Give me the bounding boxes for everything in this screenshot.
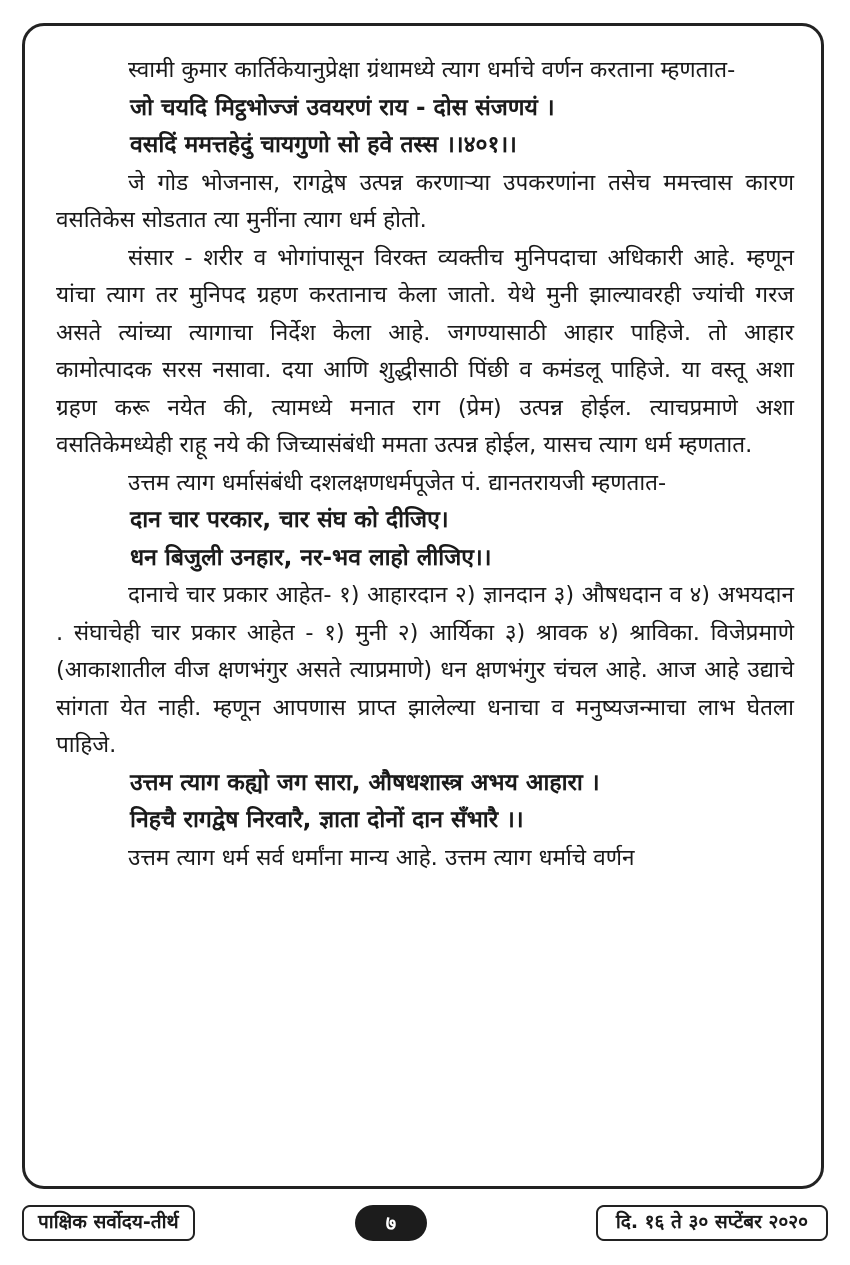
paragraph-closing: उत्तम त्याग धर्म सर्व धर्मांना मान्य आहे. उत्तम त्याग धर्माचे वर्णन — [128, 844, 635, 871]
paragraph-intro: स्वामी कुमार कार्तिकेयानुप्रेक्षा ग्रंथामध्ये त्याग धर्माचे वर्णन करताना म्हणतात- — [128, 57, 736, 83]
verse-3-line-2: निहचै रागद्वेष निरवारै, ज्ञाता दोनों दान सँभारै ।। — [130, 807, 524, 833]
verse-1-line-1: जो चयदि मिट्ठभोज्जं उवयरणं राय - दोस संजणयं । — [130, 94, 555, 121]
paragraph-renunciation: संसार - शरीर व भोगांपासून विरक्त व्यक्तीच मुनिपदाचा अधिकारी आहे. म्हणून यांचा त्याग तर मुनिपद ग्रहण करतानाच केला जातो. येथे मुनी झाल्यावरही ज्यांची गरज असते त्यांच्या त्यागाचा निर्देश केला आहे. जगण्यासाठी आहार पाहिजे. तो आहार कामोत्पादक सरस नसावा. दया आणि शुद्धीसाठी पिंछी व कमंडलू पाहिजे. या वस्तू अशा ग्रहण करू नयेत की, त्यामध्ये मनात राग (प्रेम) उत्पन्न होईल. त्याचप्रमाणे अशा वसतिकेमध्येही राहू नये की जिच्यासंबंधी ममता उत्पन्न होईल, यासच त्याग धर्म म्हणतात. — [56, 244, 794, 458]
paragraph-types-of-charity: दानाचे चार प्रकार आहेत- १) आहारदान २) ज्ञानदान ३) औषधदान व ४) अभयदान . संघाचेही चार प्रकार आहेत - १) मुनी २) आर्यिका ३) श्रावक ४) श्राविका. विजेप्रमाणे (आकाशातील वीज क्षणभंगुर असते त्याप्रमाणे) धन क्षणभंगुर चंचल आहे. आज आहे उद्याचे सांगता येत नाही. म्हणून आपणास प्राप्त झालेल्या धनाचा व मनुष्यजन्माचा लाभ घेतला पाहिजे. — [56, 582, 794, 758]
article-body — [56, 52, 794, 877]
paragraph-verse-meaning: जे गोड भोजनास, रागद्वेष उत्पन्न करणाऱ्या उपकरणांना तसेच ममत्त्वास कारण वसतिकेस सोडतात त्या मुनींना त्याग धर्म होतो. — [56, 169, 794, 233]
verse-3-line-1: उत्तम त्याग कह्यो जग सारा, औषधशास्त्र अभय आहारा । — [130, 769, 600, 796]
page-number-badge: ७ — [355, 1205, 427, 1241]
verse-2-line-1: दान चार परकार, चार संघ को दीजिए। — [130, 507, 449, 533]
verse-1-line-2: वसदिं ममत्तहेदुं चायगुणो सो हवे तस्स ।।४०१।। — [130, 132, 517, 158]
issue-date: दि. १६ ते ३० सप्टेंबर २०२० — [596, 1205, 828, 1241]
verse-2-line-2: धन बिजुली उनहार, नर-भव लाहो लीजिए।। — [130, 544, 492, 571]
paragraph-puja-intro: उत्तम त्याग धर्मासंबंधी दशलक्षणधर्मपूजेत पं. द्यानतरायजी म्हणतात- — [128, 469, 667, 496]
publication-name: पाक्षिक सर्वोदय-तीर्थ — [22, 1205, 195, 1241]
